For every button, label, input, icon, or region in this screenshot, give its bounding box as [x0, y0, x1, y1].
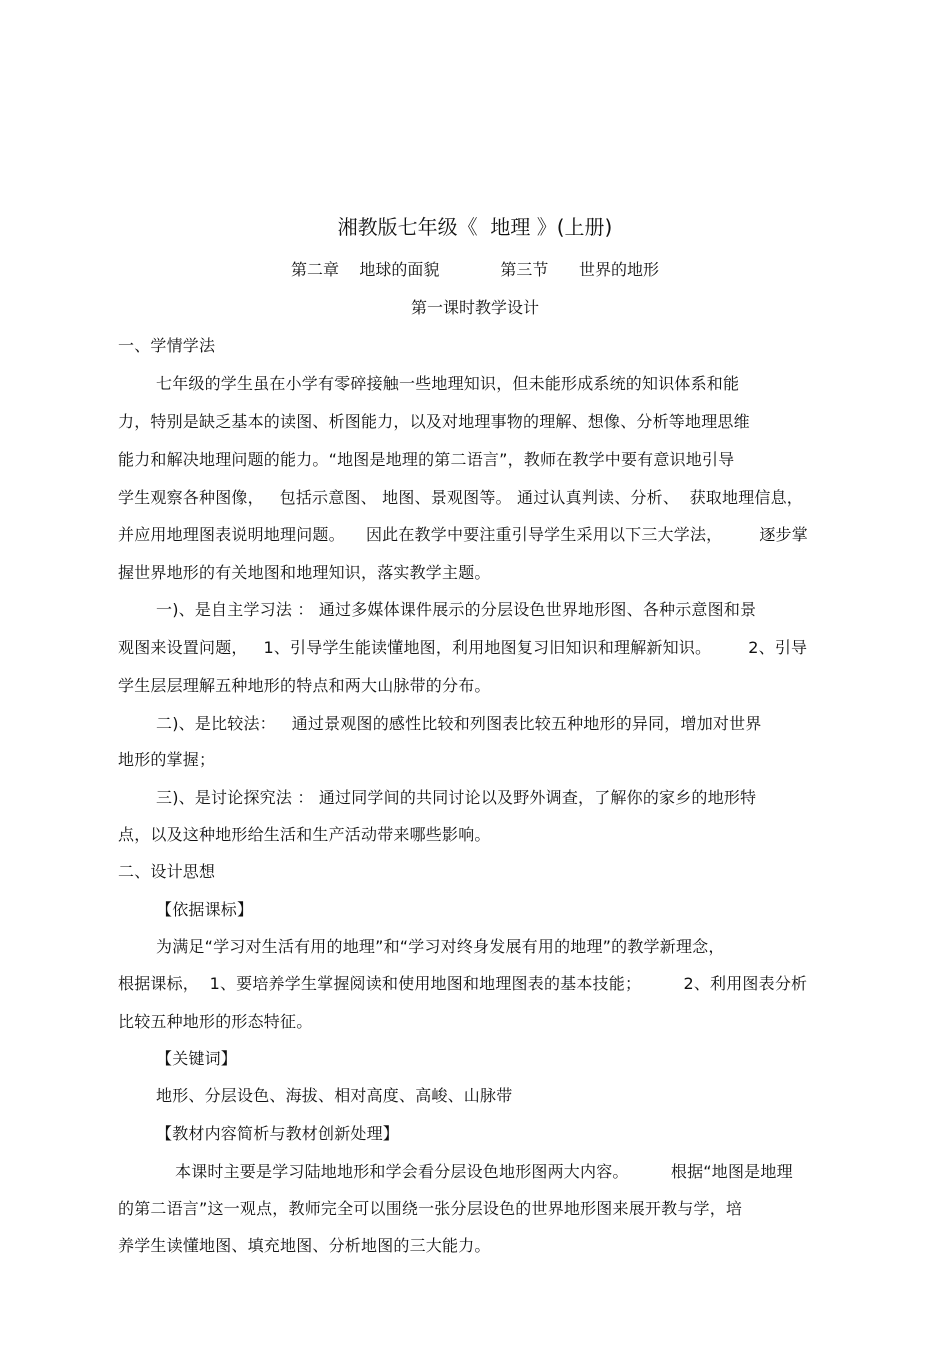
paragraph-line: 地形的掌握； [118, 750, 216, 769]
paragraph-line: 握世界地形的有关地图和地理知识，落实教学主题。 [118, 563, 491, 582]
keywords-line: 地形、分层设色、海拔、相对高度、高峻、山脉带 [156, 1086, 513, 1105]
paragraph-line: 学生观察各种图像， 包括示意图、 地图、景观图等。 通过认真判读、分析、 获取地理信息， [118, 488, 804, 507]
paragraph-line: 观图来设置问题， 1、引导学生能读懂地图，利用地图复习旧知识和理解新知识。 2、引导 [118, 638, 808, 657]
paragraph-line: 并应用地理图表说明地理问题。 因此在教学中要注重引导学生采用以下三大学法， 逐步掌 [118, 525, 808, 544]
paragraph-line: 力，特别是缺乏基本的读图、析图能力，以及对地理事物的理解、想像、分析等地理思维 [118, 412, 750, 431]
method-item-1: 一)、是自主学习法 ： 通过多媒体课件展示的分层设色世界地形图、各种示意图和景 [156, 600, 757, 619]
paragraph-line: 养学生读懂地图、填充地图、分析地图的三大能力。 [118, 1236, 491, 1255]
document-title: 湘教版七年级《 地理 》(上册) [337, 215, 613, 239]
lesson-title: 第一课时教学设计 [410, 298, 539, 317]
subheading-content-analysis: 【教材内容简析与教材创新处理】 [156, 1124, 400, 1143]
paragraph-line: 本课时主要是学习陆地地形和学会看分层设色地形图两大内容。 根据“地图是地理 [175, 1162, 793, 1181]
section-heading-2: 二、设计思想 [118, 862, 216, 881]
method-item-2: 二)、是比较法： 通过景观图的感性比较和列图表比较五种地形的异同，增加对世界 [156, 714, 762, 733]
section-heading-1: 一、学情学法 [118, 336, 216, 355]
chapter-section-line: 第二章 地球的面貌 第三节 世界的地形 [291, 260, 659, 279]
paragraph-line: 为满足“学习对生活有用的地理”和“学习对终身发展有用的地理”的教学新理念， [156, 937, 725, 956]
paragraph-line: 根据课标， 1、要培养学生掌握阅读和使用地图和地理图表的基本技能； 2、利用图表分析 [118, 974, 808, 993]
paragraph-line: 比较五种地形的形态特征。 [118, 1012, 313, 1031]
method-item-3: 三)、是讨论探究法 ： 通过同学间的共同讨论以及野外调查，了解你的家乡的地形特 [156, 788, 757, 807]
paragraph-line: 能力和解决地理问题的能力。“地图是地理的第二语言”，教师在教学中要有意识地引导 [118, 450, 735, 469]
paragraph-line: 的第二语言”这一观点，教师完全可以围绕一张分层设色的世界地形图来展开教与学，培 [118, 1199, 743, 1218]
paragraph-line: 七年级的学生虽在小学有零碎接触一些地理知识，但未能形成系统的知识体系和能 [156, 374, 740, 393]
paragraph-line: 点，以及这种地形给生活和生产活动带来哪些影响。 [118, 825, 491, 844]
subheading-curriculum: 【依据课标】 [156, 900, 254, 919]
paragraph-line: 学生层层理解五种地形的特点和两大山脉带的分布。 [118, 676, 491, 695]
subheading-keywords: 【关键词】 [156, 1049, 238, 1068]
